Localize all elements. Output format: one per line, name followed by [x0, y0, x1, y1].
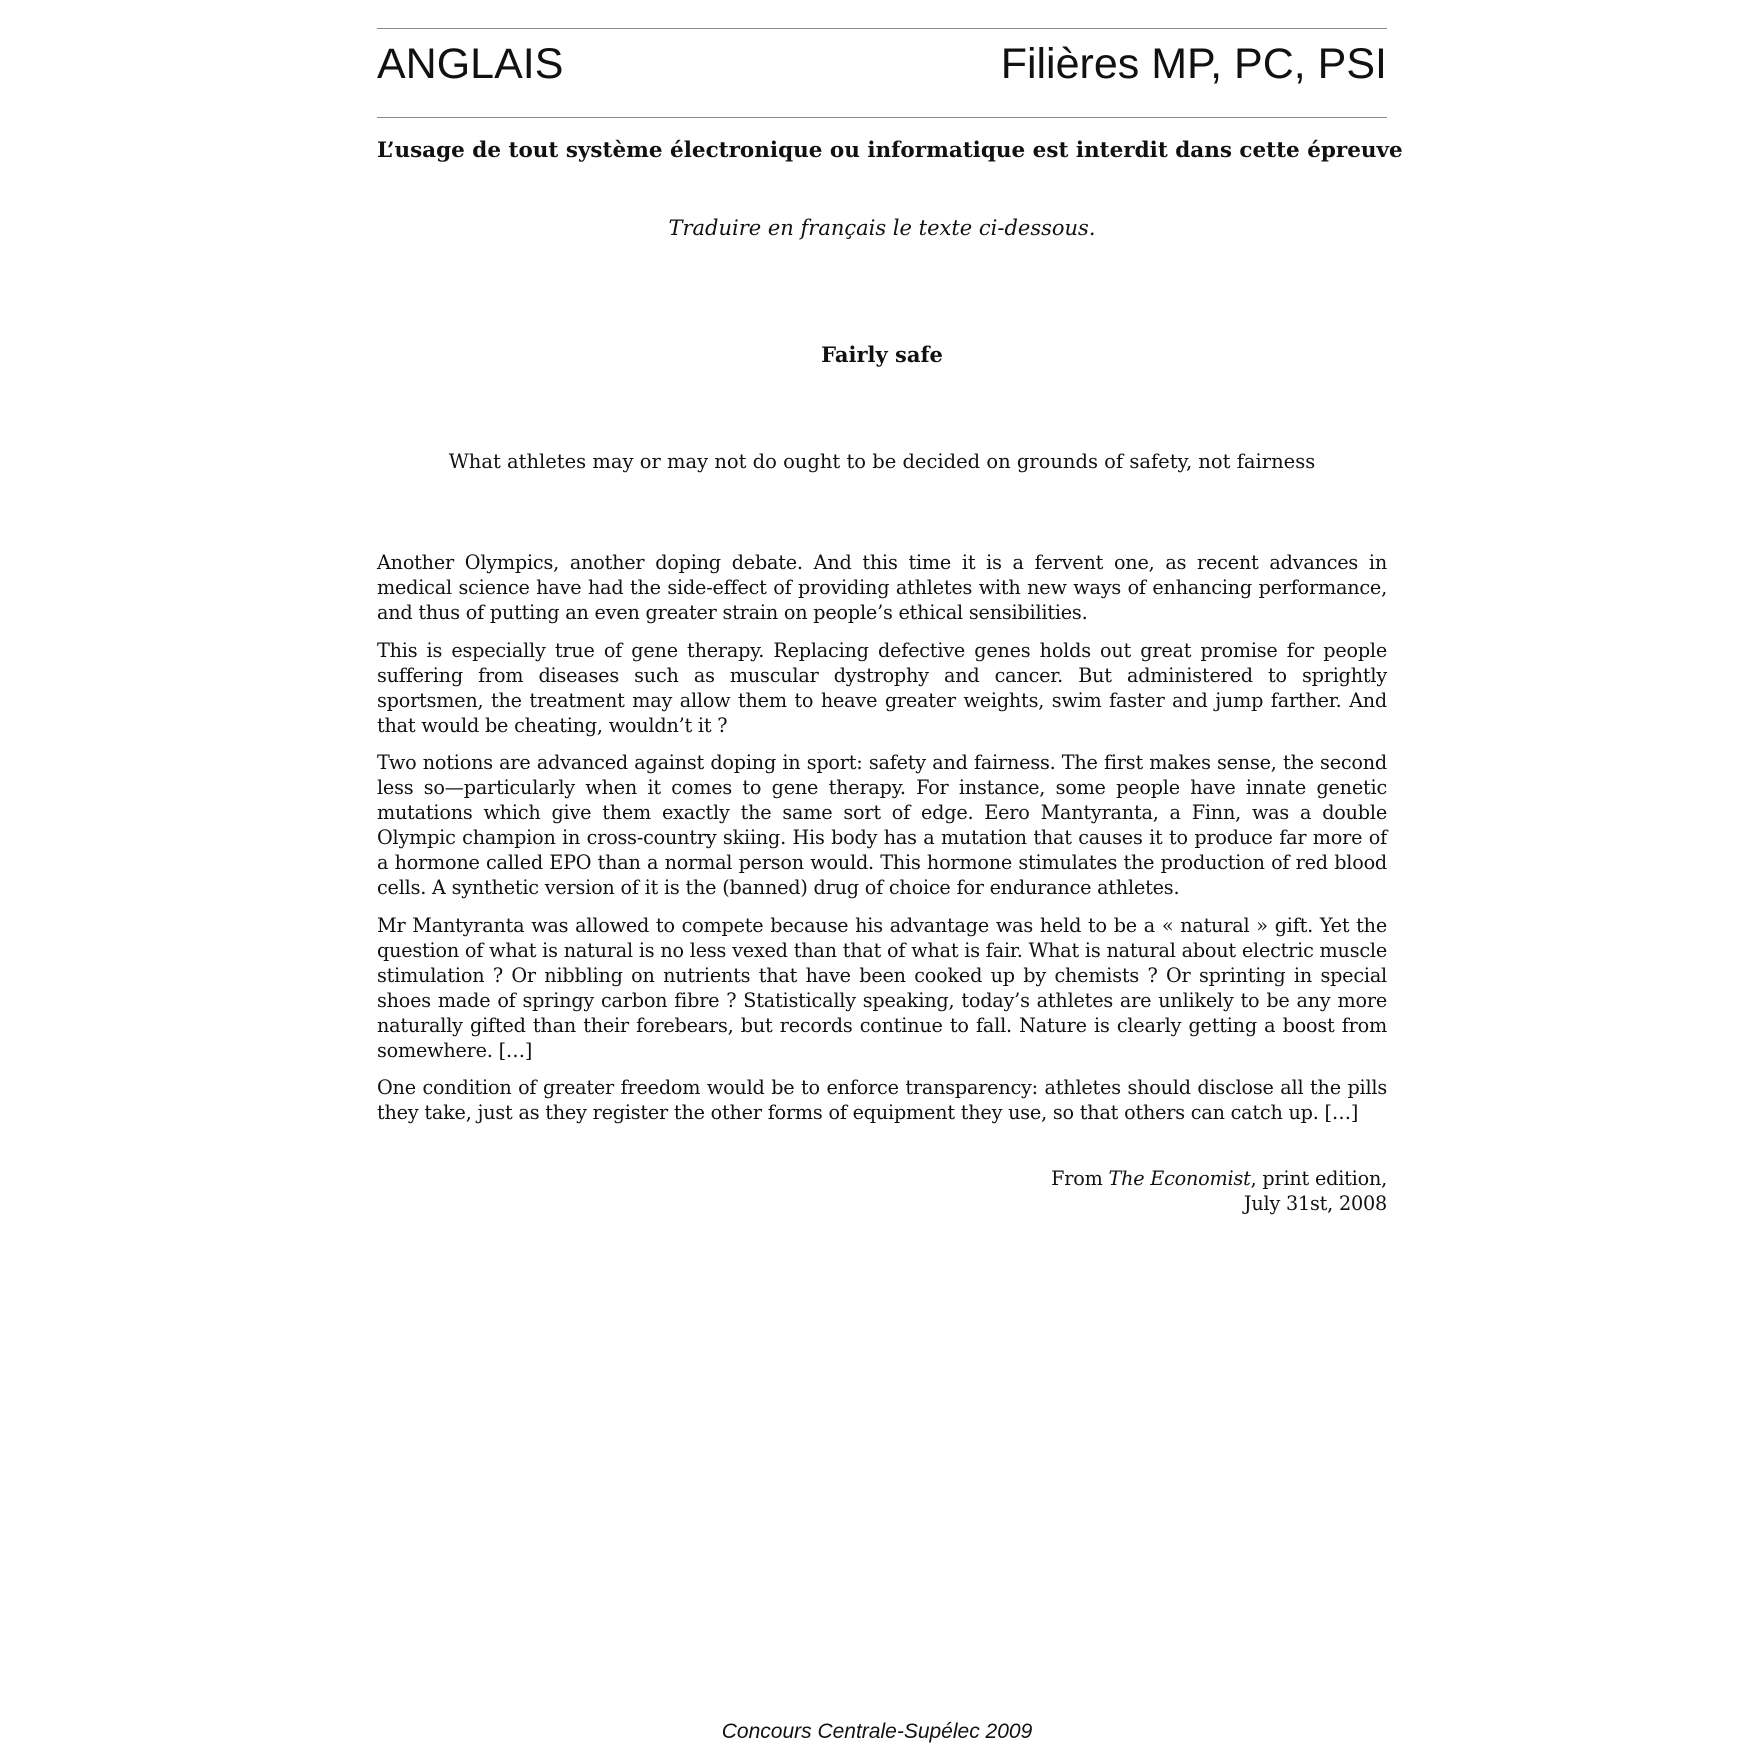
source-date: July 31st, 2008 — [1243, 1192, 1387, 1215]
exam-instruction: Traduire en français le texte ci-dessous. — [668, 216, 1096, 240]
article-paragraph: One condition of greater freedom would be to enforce transparency: athletes should disclose all the pills they take, just as they register the other forms of equipment they use, so that others can catch up. […] — [377, 1076, 1387, 1124]
streams-heading: Filières MP, PC, PSI — [1000, 40, 1387, 88]
source-publication: The Economist — [1108, 1167, 1251, 1190]
article-paragraph: Two notions are advanced against doping in sport: safety and fairness. The first makes sense, the second less so—particularly when it comes to gene therapy. For instance, some people have innate genetic mutations which give them exactly the same sort of edge. Eero Mantyranta, a Finn, was a double Olympic champion in cross-country skiing. His body has a mutation that causes it to produce far more of a hormone called EPO than a normal person would. This hormone stimulates the production of red blood cells. A synthetic version of it is the (banned) drug of choice for endurance athletes. — [377, 751, 1387, 899]
article-paragraph: This is especially true of gene therapy. Replacing defective genes holds out great promise for people suffering from diseases such as muscular dystrophy and cancer. But administered to sprightly sportsmen, the treatment may allow them to heave greater weights, swim faster and jump farther. And that would be cheating, wouldn’t it ? — [377, 638, 1387, 737]
header-bottom-rule — [377, 117, 1387, 118]
page-footer: Concours Centrale-Supélec 2009 — [721, 1720, 1033, 1743]
source-suffix: , print edition, — [1250, 1167, 1387, 1190]
subject-heading: ANGLAIS — [377, 40, 564, 88]
source-line — [1051, 1166, 1387, 1191]
exam-notice: L’usage de tout système électronique ou informatique est interdit dans cette épreuve — [377, 138, 1403, 163]
article-paragraph: Another Olympics, another doping debate. And this time it is a fervent one, as recent advances in medical science have had the side-effect of providing athletes with new ways of enhancing performance, and thus of putting an even greater strain on people’s ethical sensibilities. — [377, 551, 1387, 624]
article-body — [377, 550, 1387, 1138]
article-source — [1051, 1166, 1387, 1216]
source-prefix: From — [1051, 1167, 1109, 1190]
article-subtitle: What athletes may or may not do ought to be decided on grounds of safety, not fairness — [448, 450, 1316, 473]
article-title: Fairly safe — [821, 342, 943, 367]
header-top-rule — [377, 28, 1387, 29]
article-paragraph: Mr Mantyranta was allowed to compete because his advantage was held to be a « natural » gift. Yet the question of what is natural is no less vexed than that of what is fair. What is natural about electric muscle stimulation ? Or nibbling on nutrients that have been cooked up by chemists ? Or sprinting in special shoes made of springy carbon fibre ? Statistically speaking, today’s athletes are unlikely to be any more naturally gifted than their forebears, but records continue to fall. Nature is clearly getting a boost from somewhere. […] — [377, 913, 1387, 1062]
